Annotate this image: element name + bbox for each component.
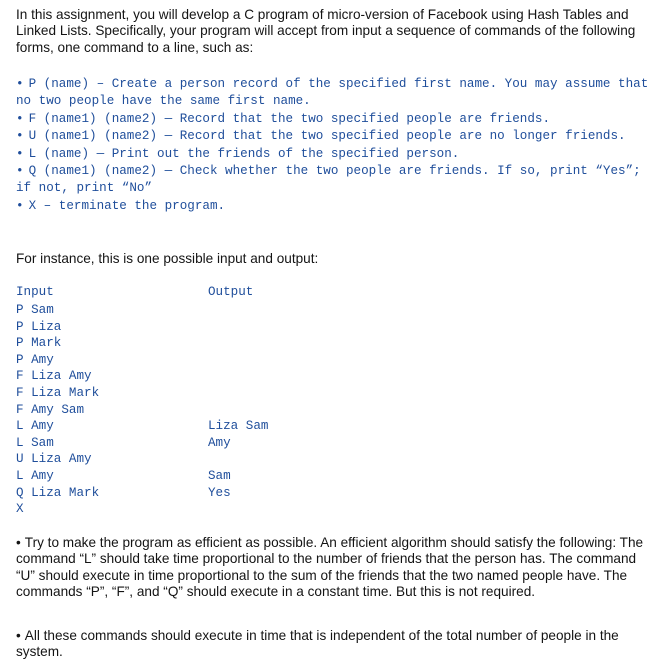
input-header: Input bbox=[16, 285, 54, 299]
input-line: L Amy bbox=[16, 419, 54, 434]
input-line: P Liza bbox=[16, 319, 62, 334]
output-line bbox=[208, 451, 268, 468]
command-item: • F (name1) (name2) — Record that the two specified people are friends. bbox=[16, 111, 551, 126]
output-line: Liza Sam bbox=[208, 419, 269, 434]
output-line: Amy bbox=[208, 435, 231, 450]
output-line bbox=[208, 501, 268, 518]
command-list bbox=[16, 76, 656, 215]
output-line: Sam bbox=[208, 468, 231, 483]
input-line: F Amy Sam bbox=[16, 402, 85, 417]
input-column bbox=[16, 302, 99, 518]
input-line: L Sam bbox=[16, 435, 54, 450]
input-line: Q Liza Mark bbox=[16, 485, 100, 500]
note-independence: • All these commands should execute in time that is independent of the total number of people in the system. bbox=[16, 628, 619, 660]
output-header: Output bbox=[208, 285, 254, 299]
output-line bbox=[208, 319, 268, 336]
output-line bbox=[208, 302, 268, 319]
bullet-icon: • bbox=[16, 628, 21, 643]
input-line: L Amy bbox=[16, 468, 54, 483]
input-line: P Mark bbox=[16, 336, 62, 351]
bullet-icon: • bbox=[16, 111, 24, 126]
input-line: X bbox=[16, 502, 24, 517]
output-line bbox=[208, 402, 268, 419]
output-line bbox=[208, 352, 268, 369]
output-line bbox=[208, 335, 268, 352]
command-item: • Q (name1) (name2) — Check whether the two people are friends. If so, print “Yes”; if not, print “No” bbox=[16, 164, 641, 196]
command-item: • X – terminate the program. bbox=[16, 198, 226, 213]
output-line: Yes bbox=[208, 485, 231, 500]
output-column bbox=[208, 302, 268, 518]
input-line: P Amy bbox=[16, 352, 54, 367]
command-item: • P (name) – Create a person record of the specified first name. You may assume that no two people have the same first name. bbox=[16, 77, 649, 109]
input-line: F Liza Mark bbox=[16, 385, 100, 400]
output-line bbox=[208, 368, 268, 385]
bullet-icon: • bbox=[16, 535, 21, 550]
command-item: • L (name) — Print out the friends of the specified person. bbox=[16, 146, 460, 161]
bullet-icon: • bbox=[16, 146, 24, 161]
note-efficiency: • Try to make the program as efficient as possible. An efficient algorithm should satisfy the following: The command “L” should take time proportional to the number of friends that the person has. The command “U” should execute in time proportional to the sum of the friends that the two named people have. The commands “P”, “F”, and “Q” should execute in a constant time. But this is not required. bbox=[16, 535, 644, 600]
input-line: U Liza Amy bbox=[16, 452, 92, 467]
bullet-icon: • bbox=[16, 77, 24, 91]
bullet-icon: • bbox=[16, 198, 24, 213]
bullet-icon: • bbox=[16, 164, 24, 179]
input-line: F Liza Amy bbox=[16, 369, 92, 384]
instance-text: For instance, this is one possible input and output: bbox=[16, 251, 319, 266]
intro-paragraph: In this assignment, you will develop a C program of micro-version of Facebook using Hash Tables and Linked Lists. Specifically, your program will accept from input a sequence of commands of the following forms, one command to a line, such as: bbox=[16, 7, 636, 55]
output-line bbox=[208, 385, 268, 402]
input-line: P Sam bbox=[16, 303, 54, 317]
bullet-icon: • bbox=[16, 129, 24, 144]
command-item: • U (name1) (name2) — Record that the two specified people are no longer friends. bbox=[16, 129, 626, 144]
